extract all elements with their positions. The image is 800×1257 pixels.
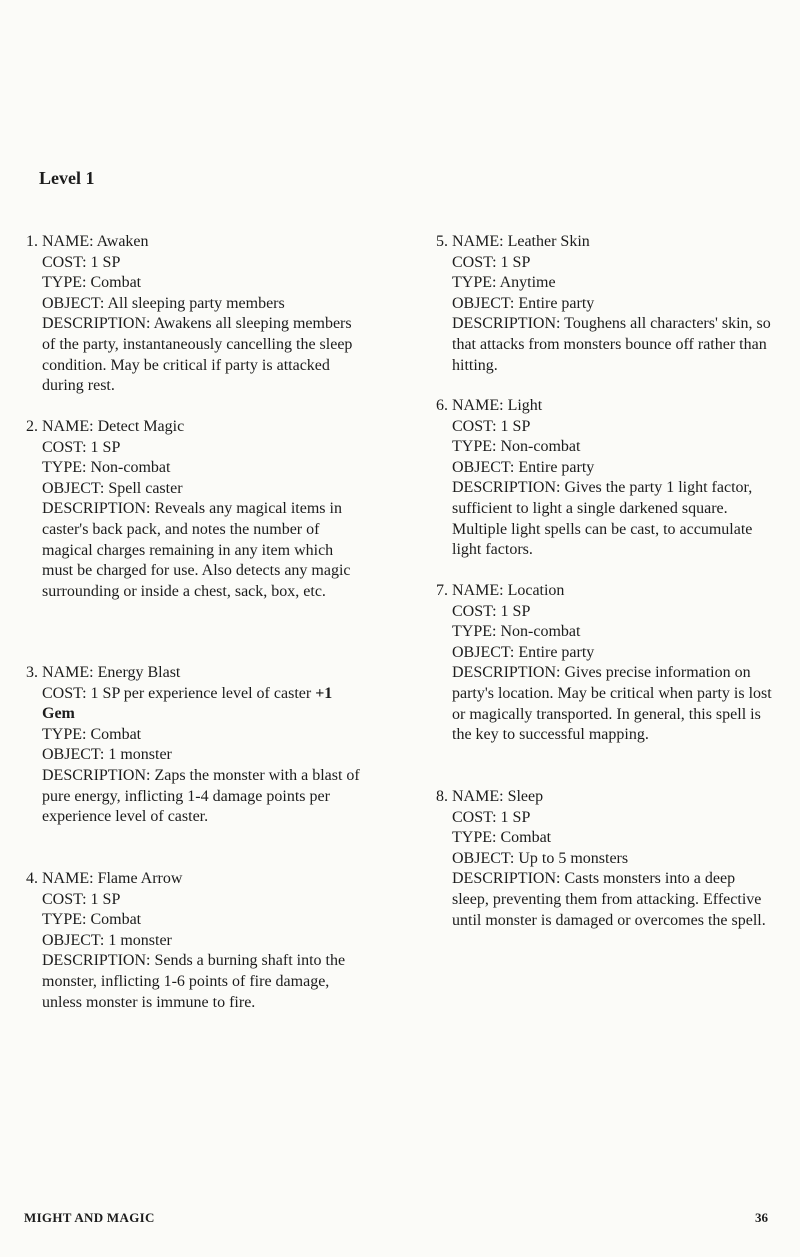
spell-type-label: TYPE: [452, 623, 501, 641]
spell-cost-label: COST: [452, 808, 501, 826]
spell-name-label: NAME: [452, 233, 508, 250]
spell-description [452, 869, 773, 931]
spell-description [452, 314, 773, 376]
spell-description-label: DESCRIPTION: [42, 952, 155, 970]
spell-description-value: Reveals any magical items in caster's back pack, and notes the number of magical charges remaining in any item which must be charged for use. Also detects any magic surrounding or inside a chest, sack, box, etc. [42, 500, 351, 600]
spell-description-label: DESCRIPTION: [452, 315, 565, 333]
spell-name-label: NAME: [42, 233, 97, 250]
spell-name-label: NAME: [42, 870, 98, 887]
spell-description-label: DESCRIPTION: [42, 500, 155, 518]
spell-name-line [452, 581, 773, 602]
spell-name-line [452, 787, 773, 808]
spell-type-line [452, 273, 773, 294]
spell-description [452, 663, 773, 745]
spell-body [42, 869, 363, 1013]
spell-body [452, 232, 773, 376]
spell-cost-value: 1 SP [500, 602, 531, 620]
spell-cost-label: COST: [42, 684, 91, 702]
spell-cost-line [452, 253, 773, 274]
spell-object-value: Spell caster [108, 479, 183, 497]
spell-name-label: NAME: [452, 788, 508, 805]
spell-name-value: Energy Blast [97, 664, 181, 681]
spell-name-value: Awaken [96, 233, 149, 250]
level-heading: Level 1 [39, 168, 95, 188]
spell-object-line [452, 458, 773, 479]
spell-cost-label: COST: [452, 253, 501, 271]
spell-description-value: Sends a burning shaft into the monster, inflicting 1-6 points of fire damage, unless monster is immune to fire. [42, 952, 346, 1011]
spell-name-value: Light [507, 397, 543, 414]
spell-name-label: NAME: [42, 664, 98, 681]
spell-description [42, 951, 363, 1013]
spell-entry [428, 396, 773, 561]
spell-cost-label: COST: [42, 890, 91, 908]
spell-description-label: DESCRIPTION: [42, 315, 154, 333]
spell-type-line [452, 437, 773, 458]
spell-object-label: OBJECT: [452, 294, 519, 312]
spell-type-label: TYPE: [452, 829, 501, 847]
spell-type-line [42, 910, 363, 931]
spell-cost-value: 1 SP per experience level of caster [90, 684, 316, 702]
spell-cost-line [452, 808, 773, 829]
spell-object-line [452, 294, 773, 315]
spell-object-label: OBJECT: [42, 294, 108, 312]
spell-description-value: Casts monsters into a deep sleep, preventing them from attacking. Effective until monster is damaged or overcomes the spell. [452, 870, 766, 929]
spell-object-line [42, 745, 363, 766]
spell-body [452, 787, 773, 931]
spell-name-line [42, 869, 363, 890]
spell-body [42, 417, 363, 602]
spell-type-label: TYPE: [452, 438, 501, 456]
spell-name-label: NAME: [452, 582, 508, 599]
spell-number: 7. [436, 582, 448, 599]
spell-cost-label: COST: [452, 602, 501, 620]
spell-object-line [452, 849, 773, 870]
spell-object-value: Up to 5 monsters [518, 849, 629, 867]
spell-cost-value: 1 SP [90, 890, 121, 908]
spell-object-line [42, 294, 363, 315]
spell-type-line [42, 273, 363, 294]
spell-name-value: Flame Arrow [97, 870, 183, 887]
spell-object-label: OBJECT: [42, 746, 109, 764]
spell-cost-value: 1 SP [90, 253, 121, 271]
spell-type-label: TYPE: [42, 911, 91, 929]
spell-cost-line [42, 253, 363, 274]
spell-name-line [452, 232, 773, 253]
spell-object-value: Entire party [518, 458, 595, 476]
spell-description [42, 314, 363, 396]
spell-name-value: Detect Magic [97, 418, 185, 435]
spell-object-value: All sleeping party members [107, 294, 285, 312]
spell-entry [18, 417, 363, 602]
spell-cost-value: 1 SP [500, 253, 531, 271]
spell-type-label: TYPE: [42, 725, 91, 743]
spell-object-label: OBJECT: [42, 931, 109, 949]
spell-name-line [42, 417, 363, 438]
spell-type-label: TYPE: [452, 274, 500, 292]
spell-number: 5. [436, 233, 448, 250]
spell-description-label: DESCRIPTION: [452, 664, 565, 682]
spell-type-value: Combat [90, 725, 142, 743]
spell-type-value: Combat [90, 911, 142, 929]
spell-number: 1. [26, 233, 38, 250]
spell-description-label: DESCRIPTION: [452, 479, 565, 497]
spell-body [452, 581, 773, 746]
spell-object-line [42, 931, 363, 952]
spell-type-line [42, 458, 363, 479]
spell-description-value: Gives precise information on party's location. May be critical when party is lost or magically transported. In general, this spell is the key to successful mapping. [452, 664, 772, 744]
spell-name-label: NAME: [452, 397, 508, 414]
spell-type-value: Anytime [499, 274, 556, 292]
footer-title: MIGHT AND MAGIC [24, 1210, 155, 1225]
spell-type-line [42, 725, 363, 746]
spell-type-value: Combat [90, 274, 142, 292]
spell-description-label: DESCRIPTION: [452, 870, 565, 888]
spell-number: 3. [26, 664, 38, 681]
spell-object-label: OBJECT: [452, 849, 519, 867]
spell-body [42, 232, 363, 397]
spell-object-value: 1 monster [108, 931, 172, 949]
spell-cost-line [452, 417, 773, 438]
page-number: 36 [755, 1210, 768, 1225]
spell-object-value: Entire party [518, 643, 595, 661]
spell-type-line [452, 622, 773, 643]
spell-type-value: Non-combat [90, 459, 171, 477]
spell-cost-value: 1 SP [500, 417, 531, 435]
spell-entry [18, 663, 363, 828]
spell-object-line [42, 479, 363, 500]
spell-number: 8. [436, 788, 448, 805]
spell-body [452, 396, 773, 561]
spell-cost-line [42, 684, 363, 725]
spell-cost-label: COST: [42, 253, 91, 271]
spell-entry [18, 869, 363, 1013]
spell-cost-line [42, 438, 363, 459]
spell-name-line [42, 663, 363, 684]
spell-entry [428, 787, 773, 931]
spell-name-line [452, 396, 773, 417]
spell-object-label: OBJECT: [42, 479, 109, 497]
spell-name-value: Leather Skin [507, 233, 590, 250]
spell-cost-gem: +1 Gem [42, 684, 333, 723]
spell-number: 4. [26, 870, 38, 887]
spell-description-label: DESCRIPTION: [42, 766, 155, 784]
spell-entry [428, 232, 773, 376]
spell-type-value: Combat [500, 829, 552, 847]
spell-description-value: Toughens all characters' skin, so that attacks from monsters bounce off rather than hitting. [452, 315, 771, 374]
spell-object-label: OBJECT: [452, 458, 519, 476]
spell-description-value: Gives the party 1 light factor, sufficient to light a single darkened square. Multiple light spells can be cast, to accumulate light factors. [452, 479, 753, 559]
spell-description [42, 766, 363, 828]
spell-description-value: Awakens all sleeping members of the party, instantaneously cancelling the sleep condition. May be critical if party is attacked during rest. [42, 315, 353, 395]
spell-name-label: NAME: [42, 418, 98, 435]
spell-name-line [42, 232, 363, 253]
spell-description-value: Zaps the monster with a blast of pure energy, inflicting 1-4 damage points per experience level of caster. [42, 766, 360, 826]
spell-entry [18, 232, 363, 397]
spell-object-line [452, 643, 773, 664]
spell-type-value: Non-combat [500, 438, 581, 456]
spell-type-label: TYPE: [42, 274, 91, 292]
spell-cost-value: 1 SP [500, 808, 531, 826]
spell-number: 6. [436, 397, 448, 414]
spell-body [42, 663, 363, 828]
spell-cost-line [42, 890, 363, 911]
spell-cost-label: COST: [42, 438, 91, 456]
spell-cost-label: COST: [452, 417, 501, 435]
spell-description [452, 478, 773, 560]
spell-type-line [452, 828, 773, 849]
spell-object-value: 1 monster [108, 746, 172, 764]
spell-name-value: Sleep [507, 788, 544, 805]
spell-cost-value: 1 SP [90, 438, 121, 456]
spell-entry [428, 581, 773, 746]
spell-cost-line [452, 602, 773, 623]
spell-object-value: Entire party [518, 294, 595, 312]
spell-number: 2. [26, 418, 38, 435]
spell-description [42, 499, 363, 602]
spell-type-label: TYPE: [42, 459, 91, 477]
spell-object-label: OBJECT: [452, 643, 519, 661]
spell-type-value: Non-combat [500, 623, 581, 641]
spell-name-value: Location [507, 582, 565, 599]
